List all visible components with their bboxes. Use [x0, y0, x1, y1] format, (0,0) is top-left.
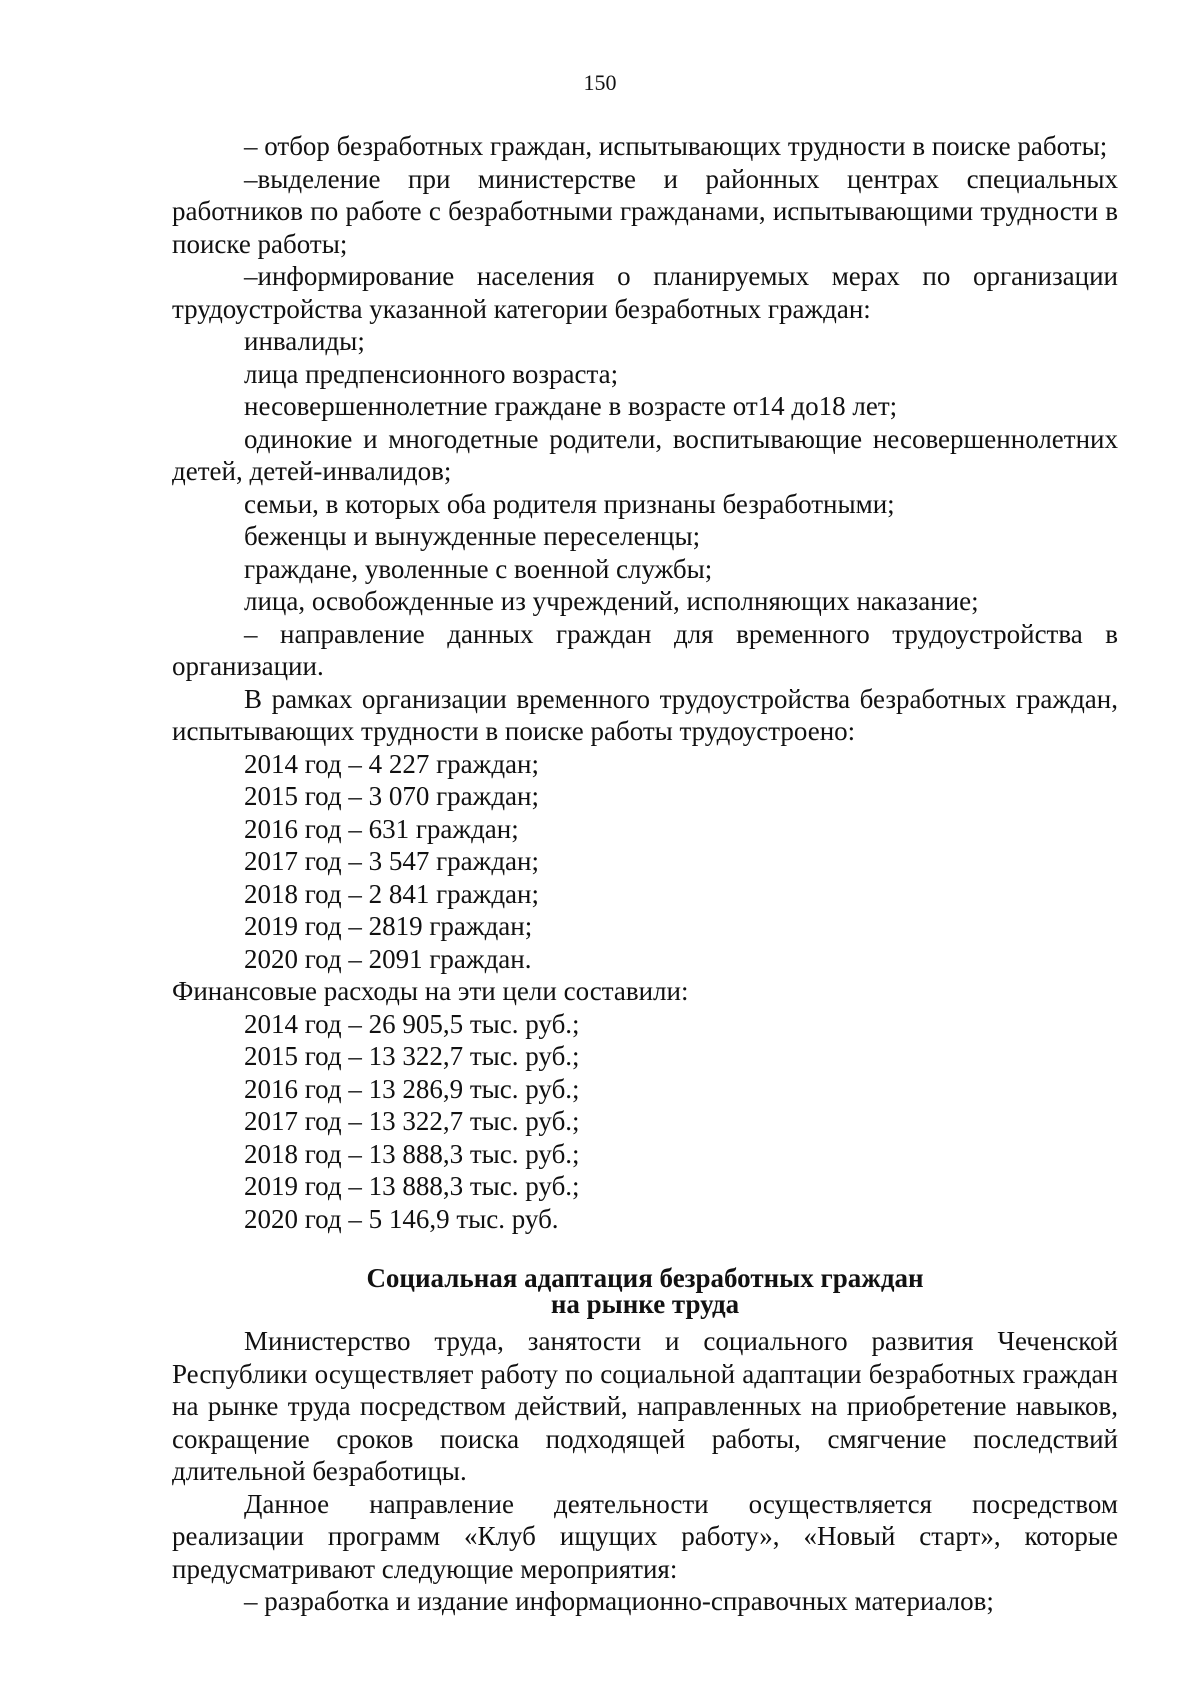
- list-item: несовершеннолетние граждане в возрасте от14 до18 лет;: [244, 391, 898, 421]
- paragraph: Финансовые расходы на эти цели составили:: [172, 976, 689, 1006]
- list-item: 2015 год – 3 070 граждан;: [244, 781, 539, 811]
- paragraph: одинокие и многодетные родители, воспитывающие несовершеннолетних детей, детей-инвалидов;: [172, 423, 1118, 486]
- list-item: лица предпенсионного возраста;: [244, 358, 619, 389]
- paragraph: – отбор безработных граждан, испытывающих трудности в поиске работы;: [244, 131, 1108, 161]
- list-item: 2020 год – 2091 граждан.: [244, 943, 532, 974]
- list-item: 2014 год – 4 227 граждан;: [244, 748, 539, 779]
- list-item: лица, освобожденные из учреждений, исполняющих наказание;: [244, 586, 979, 616]
- list-item: 2018 год – 2 841 граждан;: [244, 878, 539, 909]
- section-heading: [172, 1265, 1118, 1317]
- list-item: 2016 год – 13 286,9 тыс. руб.;: [244, 1073, 580, 1104]
- list-item: инвалиды;: [244, 326, 365, 356]
- list-item: – разработка и издание информационно-справочных материалов;: [244, 1586, 994, 1616]
- paragraph: Данное направление деятельности осуществляется посредством реализации программ «Клуб ищущих работу», «Новый старт», которые предусматривают следующие мероприятия:: [172, 1488, 1118, 1584]
- list-item: семьи, в которых оба родителя признаны безработными;: [244, 488, 895, 519]
- list-item: 2020 год – 5 146,9 тыс. руб.: [244, 1203, 559, 1234]
- page-number: 150: [583, 70, 617, 95]
- paragraph: Министерство труда, занятости и социального развития Чеченской Республики осуществляет работу по социальной адаптации безработных граждан на рынке труда посредством действий, направленных на приобретение навыков, сокращение сроков поиска подходящей работы, смягчение последствий длительной безработицы.: [172, 1326, 1118, 1486]
- paragraph: –выделение при министерстве и районных центрах специальных работников по работе с безработными гражданами, испытывающими трудности в поиске работы;: [172, 163, 1118, 259]
- list-item: 2019 год – 2819 граждан;: [244, 911, 533, 941]
- paragraph: – направление данных граждан для временного трудоустройства в организации.: [172, 618, 1118, 681]
- list-item: 2016 год – 631 граждан;: [244, 813, 519, 844]
- list-item: 2018 год – 13 888,3 тыс. руб.;: [244, 1138, 580, 1169]
- document-body: [172, 130, 1118, 1618]
- list-item: граждане, уволенные с военной службы;: [244, 553, 713, 584]
- section-heading-line: Социальная адаптация безработных граждан: [366, 1263, 924, 1293]
- list-item: беженцы и вынужденные переселенцы;: [244, 521, 701, 551]
- list-item: 2014 год – 26 905,5 тыс. руб.;: [244, 1008, 580, 1039]
- paragraph: –информирование населения о планируемых мерах по организации трудоустройства указанной категории безработных граждан:: [172, 261, 1118, 324]
- section-heading-line: на рынке труда: [550, 1289, 740, 1319]
- list-item: 2017 год – 13 322,7 тыс. руб.;: [244, 1106, 580, 1136]
- list-item: 2015 год – 13 322,7 тыс. руб.;: [244, 1041, 580, 1071]
- paragraph: В рамках организации временного трудоустройства безработных граждан, испытывающих трудности в поиске работы трудоустроено:: [172, 683, 1118, 746]
- list-item: 2019 год – 13 888,3 тыс. руб.;: [244, 1171, 580, 1201]
- list-item: 2017 год – 3 547 граждан;: [244, 846, 539, 876]
